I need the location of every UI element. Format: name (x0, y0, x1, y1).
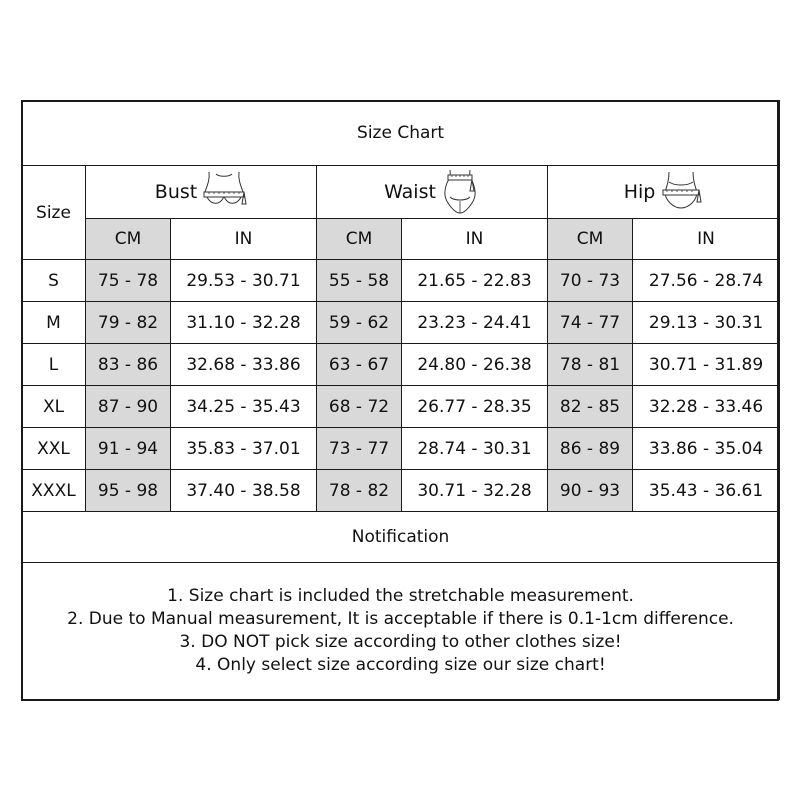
hip-in-cell: 33.86 - 35.04 (633, 428, 780, 470)
bust-in-cell: 31.10 - 32.28 (171, 302, 317, 344)
waist-cm-cell: 63 - 67 (317, 344, 402, 386)
hip-cm-cell: 74 - 77 (548, 302, 633, 344)
note-line: 4. Only select size according size our size chart! (195, 655, 606, 675)
hip-in-cell: 35.43 - 36.61 (633, 470, 780, 512)
hip-cm-cell: 86 - 89 (548, 428, 633, 470)
waist-cm-cell: 78 - 82 (317, 470, 402, 512)
waist-cm-cell: 59 - 62 (317, 302, 402, 344)
bust-in-cell: 34.25 - 35.43 (171, 386, 317, 428)
size-chart-table (21, 100, 780, 700)
hip-group-header (548, 166, 780, 219)
bust-measure-icon (201, 170, 247, 214)
bust-in-header: IN (171, 219, 317, 260)
waist-in-header: IN (402, 219, 548, 260)
waist-in-cell: 26.77 - 28.35 (402, 386, 548, 428)
waist-in-cell: 23.23 - 24.41 (402, 302, 548, 344)
table-row (22, 470, 780, 512)
bust-cm-cell: 87 - 90 (86, 386, 171, 428)
waist-cm-cell: 68 - 72 (317, 386, 402, 428)
hip-in-cell: 32.28 - 33.46 (633, 386, 780, 428)
size-cell: XL (22, 386, 86, 428)
hip-in-cell: 30.71 - 31.89 (633, 344, 780, 386)
size-cell: XXL (22, 428, 86, 470)
notification-title: Notification (22, 512, 780, 563)
hip-measure-icon (659, 170, 703, 214)
table-row (22, 260, 780, 302)
size-column-header: Size (22, 166, 86, 260)
waist-label: Waist (384, 181, 436, 203)
bust-in-cell: 35.83 - 37.01 (171, 428, 317, 470)
waist-in-cell: 28.74 - 30.31 (402, 428, 548, 470)
size-cell: M (22, 302, 86, 344)
table-row (22, 428, 780, 470)
bust-in-cell: 37.40 - 38.58 (171, 470, 317, 512)
waist-cm-cell: 73 - 77 (317, 428, 402, 470)
note-line: 3. DO NOT pick size according to other clothes size! (179, 632, 622, 652)
chart-title: Size Chart (22, 101, 780, 166)
bust-cm-cell: 79 - 82 (86, 302, 171, 344)
waist-group-header (317, 166, 548, 219)
bust-in-cell: 32.68 - 33.86 (171, 344, 317, 386)
hip-cm-cell: 90 - 93 (548, 470, 633, 512)
bust-group-header (86, 166, 317, 219)
bust-cm-cell: 95 - 98 (86, 470, 171, 512)
note-line: 2. Due to Manual measurement, It is acceptable if there is 0.1-1cm difference. (67, 609, 734, 629)
hip-in-cell: 29.13 - 30.31 (633, 302, 780, 344)
bust-label: Bust (154, 181, 198, 203)
waist-in-cell: 21.65 - 22.83 (402, 260, 548, 302)
hip-in-cell: 27.56 - 28.74 (633, 260, 780, 302)
table-row (22, 386, 780, 428)
bust-in-cell: 29.53 - 30.71 (171, 260, 317, 302)
waist-cm-cell: 55 - 58 (317, 260, 402, 302)
table-row (22, 302, 780, 344)
size-cell: XXXL (22, 470, 86, 512)
hip-label: Hip (623, 181, 656, 203)
hip-cm-header: CM (548, 219, 633, 260)
size-cell: S (22, 260, 86, 302)
bust-cm-cell: 91 - 94 (86, 428, 171, 470)
bust-cm-cell: 83 - 86 (86, 344, 171, 386)
hip-in-header: IN (633, 219, 780, 260)
table-row (22, 344, 780, 386)
hip-cm-cell: 78 - 81 (548, 344, 633, 386)
waist-cm-header: CM (317, 219, 402, 260)
hip-cm-cell: 82 - 85 (548, 386, 633, 428)
bust-cm-cell: 75 - 78 (86, 260, 171, 302)
waist-in-cell: 30.71 - 32.28 (402, 470, 548, 512)
hip-cm-cell: 70 - 73 (548, 260, 633, 302)
waist-measure-icon (440, 169, 480, 215)
note-line: 1. Size chart is included the stretchable measurement. (167, 586, 634, 606)
bust-cm-header: CM (86, 219, 171, 260)
waist-in-cell: 24.80 - 26.38 (402, 344, 548, 386)
notification-notes (22, 563, 780, 700)
size-cell: L (22, 344, 86, 386)
